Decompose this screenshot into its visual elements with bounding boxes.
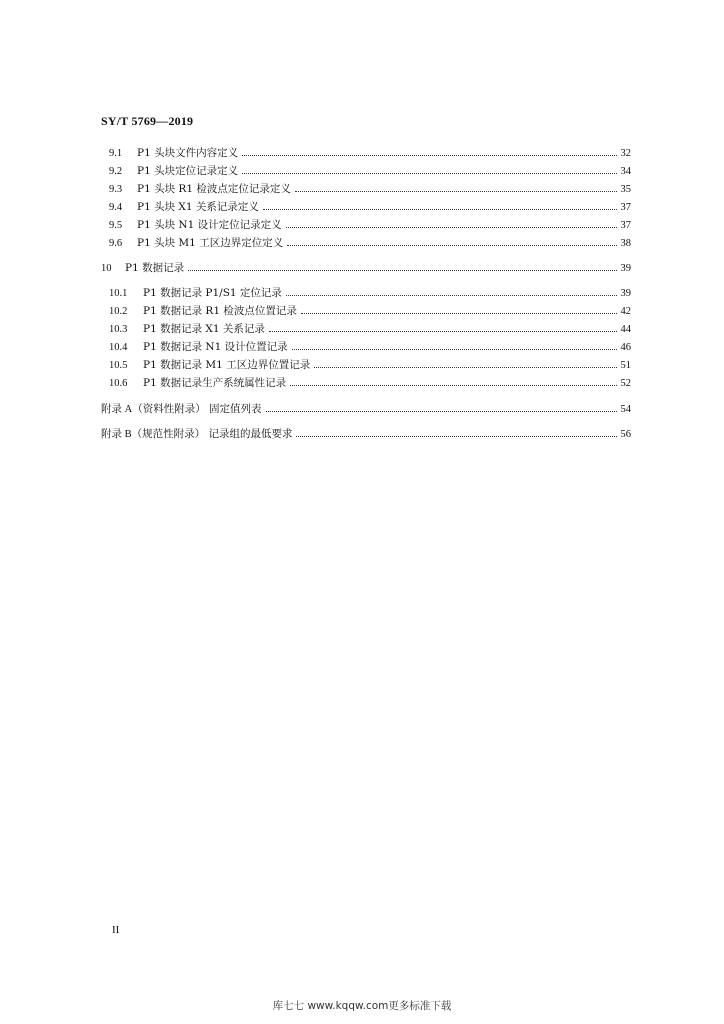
toc-entry-title: P1 头块定位记录定义 xyxy=(137,165,239,177)
toc-leader-dots xyxy=(269,331,617,332)
toc-leader-dots xyxy=(286,227,617,228)
toc-entry-page: 44 xyxy=(620,324,631,335)
toc-entry-number: 9.2 xyxy=(109,166,123,177)
toc-entry-page: 52 xyxy=(620,378,631,389)
page-number: II xyxy=(112,924,120,936)
toc-entry[interactable] xyxy=(109,340,631,355)
toc-entry-page: 51 xyxy=(620,360,631,371)
toc-entry-title: P1 数据记录 X1 关系记录 xyxy=(143,323,265,335)
toc-entry-page: 34 xyxy=(620,166,631,177)
toc-leader-dots xyxy=(295,191,617,192)
toc-entry[interactable] xyxy=(101,427,631,442)
toc-entry-page: 46 xyxy=(620,342,631,353)
toc-entry-page: 37 xyxy=(620,220,631,231)
toc-entry-number: 10.6 xyxy=(109,378,128,389)
toc-leader-dots xyxy=(263,209,617,210)
toc-entry-title: P1 数据记录 R1 检波点位置记录 xyxy=(143,305,297,317)
toc-entry-title: P1 数据记录 P1/S1 定位记录 xyxy=(143,287,282,299)
toc-entry-title: P1 数据记录 xyxy=(125,262,185,274)
toc-entry-title: P1 头块 R1 检波点定位记录定义 xyxy=(137,183,291,195)
toc-entry-page: 56 xyxy=(620,429,631,440)
toc-entry-title: （资料性附录） 固定值列表 xyxy=(132,403,262,415)
toc-leader-dots xyxy=(292,349,617,350)
toc-entry-title: P1 头块 N1 设计定位记录定义 xyxy=(137,219,282,231)
toc-entry-page: 54 xyxy=(620,404,631,415)
toc-entry-title: P1 头块 M1 工区边界定位定义 xyxy=(137,237,284,249)
toc-entry-page: 32 xyxy=(620,148,631,159)
toc-entry-page: 42 xyxy=(620,306,631,317)
toc-entry[interactable] xyxy=(109,200,631,215)
toc-leader-dots xyxy=(266,411,617,412)
toc-entry-number: 9.4 xyxy=(109,202,123,213)
toc-entry-number: 10 xyxy=(101,263,112,274)
toc-entry-number: 9.3 xyxy=(109,184,123,195)
toc-entry-title: P1 数据记录生产系统属性记录 xyxy=(143,377,287,389)
toc-entry[interactable] xyxy=(109,322,631,337)
toc-entry[interactable] xyxy=(109,164,631,179)
toc-entry-page: 39 xyxy=(620,263,631,274)
toc-entry-number: 9.6 xyxy=(109,238,123,249)
toc-entry[interactable] xyxy=(109,376,631,391)
toc-entry[interactable] xyxy=(101,261,631,276)
toc-entry-title: P1 数据记录 N1 设计位置记录 xyxy=(143,341,288,353)
toc-leader-dots xyxy=(287,245,617,246)
toc-entry[interactable] xyxy=(109,218,631,233)
toc-entry-number: 附录 B xyxy=(101,429,132,440)
toc-entry-number: 10.1 xyxy=(109,288,128,299)
toc-entry-title: P1 数据记录 M1 工区边界位置记录 xyxy=(143,359,311,371)
toc-leader-dots xyxy=(188,270,617,271)
toc-entry-number: 附录 A xyxy=(101,404,133,415)
toc-entry[interactable] xyxy=(109,304,631,319)
toc-entry-number: 10.5 xyxy=(109,360,128,371)
toc-leader-dots xyxy=(314,367,617,368)
toc-leader-dots xyxy=(242,173,617,174)
toc-entry-number: 10.2 xyxy=(109,306,128,317)
standard-code-header: SY/T 5769—2019 xyxy=(101,114,194,128)
toc-leader-dots xyxy=(286,295,617,296)
toc-entry[interactable] xyxy=(109,146,631,161)
toc-entry[interactable] xyxy=(109,182,631,197)
toc-entry-page: 39 xyxy=(620,288,631,299)
toc-entry[interactable] xyxy=(109,358,631,373)
toc-entry-page: 35 xyxy=(620,184,631,195)
toc-entry[interactable] xyxy=(109,236,631,251)
toc-leader-dots xyxy=(242,155,617,156)
toc-entry-number: 10.4 xyxy=(109,342,128,353)
site-watermark: 库七七 www.kqqw.com更多标准下载 xyxy=(272,1000,452,1012)
toc-entry-number: 9.1 xyxy=(109,148,123,159)
toc-entry-page: 37 xyxy=(620,202,631,213)
toc-entry-title: P1 头块 X1 关系记录定义 xyxy=(137,201,259,213)
toc-entry-number: 9.5 xyxy=(109,220,123,231)
toc-leader-dots xyxy=(301,313,617,314)
toc-entry-page: 38 xyxy=(620,238,631,249)
toc-entry-title: P1 头块文件内容定义 xyxy=(137,147,239,159)
toc-entry[interactable] xyxy=(101,402,631,417)
toc-leader-dots xyxy=(290,385,617,386)
toc-entry-title: （规范性附录） 记录组的最低要求 xyxy=(131,428,293,440)
toc-entry[interactable] xyxy=(109,286,631,301)
toc-entry-number: 10.3 xyxy=(109,324,128,335)
toc-leader-dots xyxy=(296,436,617,437)
